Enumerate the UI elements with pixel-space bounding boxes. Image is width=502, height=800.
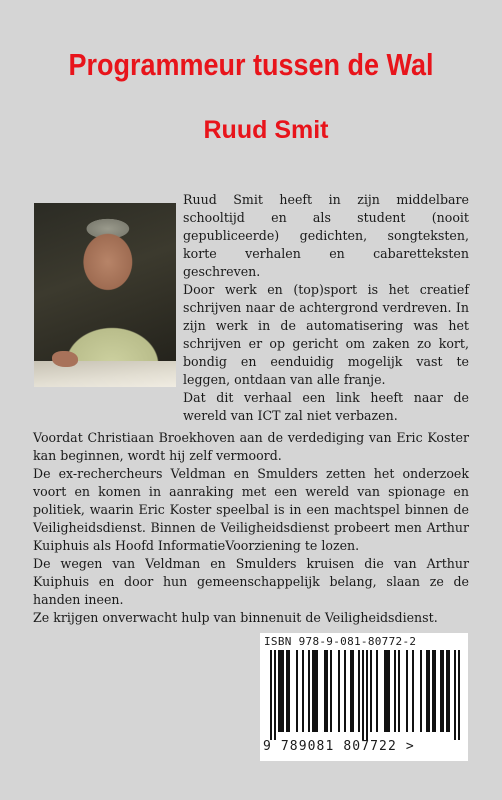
barcode-bar [286, 650, 288, 732]
barcode-bar [442, 650, 444, 732]
blurb-paragraph: Ze krijgen onverwacht hulp van binnenuit de Veiligheidsdienst. [33, 610, 438, 625]
barcode-digits: 9 789081 807722 > [263, 739, 415, 754]
author-photo [34, 203, 176, 387]
barcode-bar [330, 650, 332, 732]
barcode-bar [312, 650, 314, 732]
barcode-bar [370, 650, 372, 732]
book-title: Programmeur tussen de Wal [68, 48, 434, 82]
barcode-bar [386, 650, 388, 732]
barcode-bar [296, 650, 298, 732]
barcode-bar [278, 650, 280, 732]
barcode-bar [314, 650, 316, 732]
barcode-bar [338, 650, 340, 732]
blurb-paragraph: De wegen van Veldman en Smulders kruisen die van Arthur Kuiphuis en door hun gemeenschappelijk belang, slaan ze de handen ineen. [33, 556, 469, 607]
barcode-bar [388, 650, 390, 732]
barcode-bar [426, 650, 428, 732]
barcode-bar [412, 650, 414, 732]
barcode-bar [358, 650, 360, 732]
blurb-paragraph: Voordat Christiaan Broekhoven aan de verdediging van Eric Koster kan beginnen, wordt hij zelf vermoord. [33, 430, 469, 463]
barcode-bar [280, 650, 282, 732]
barcode-bar [428, 650, 430, 732]
barcode-bar [302, 650, 304, 732]
barcode-bar [282, 650, 284, 732]
barcode-bar [446, 650, 448, 732]
isbn-label: ISBN 978-9-081-80772-2 [264, 635, 417, 648]
barcode-bars [266, 650, 462, 740]
barcode-bar [274, 650, 276, 740]
barcode-bar [362, 650, 364, 740]
barcode-bar [344, 650, 346, 732]
barcode-bar [454, 650, 456, 740]
barcode-bar [406, 650, 408, 732]
barcode-bar [324, 650, 326, 732]
barcode-bar [288, 650, 290, 732]
barcode-bar [432, 650, 434, 732]
bio-paragraph: Ruud Smit heeft in zijn middelbare schooltijd en als student (nooit gepubliceerde) gedichten, songteksten, korte verhalen en cabaretteksten geschreven. [183, 192, 469, 279]
barcode-bar [434, 650, 436, 732]
barcode-bar [326, 650, 328, 732]
barcode-bar [366, 650, 368, 740]
barcode-bar [398, 650, 400, 732]
barcode-bar [350, 650, 352, 732]
book-blurb [33, 429, 469, 627]
barcode-bar [308, 650, 310, 732]
bio-paragraph: Dat dit verhaal een link heeft naar de wereld van ICT zal niet verbazen. [183, 390, 469, 423]
barcode-bar [420, 650, 422, 732]
barcode-bar [440, 650, 442, 732]
barcode-bar [270, 650, 272, 740]
barcode-bar [376, 650, 378, 732]
author-name: Ruud Smit [203, 116, 329, 144]
barcode-bar [458, 650, 460, 740]
author-bio [183, 191, 469, 425]
bio-paragraph: Door werk en (top)sport is het creatief schrijven naar de achtergrond verdreven. In zijn werk in de automatisering was het schrijven er op gericht om zaken zo kort, bondig en eenduidig mogelijk vast te leggen, ontdaan van alle franje. [183, 282, 469, 387]
barcode-bar [394, 650, 396, 732]
photo-hand [52, 351, 78, 367]
barcode-bar [448, 650, 450, 732]
barcode-bar [384, 650, 386, 732]
blurb-paragraph: De ex-rechercheurs Veldman en Smulders zetten het onderzoek voort en komen in aanraking met een wereld van spionage en politiek, waarin Eric Koster speelbal is in een machtspel binnen de Veiligheidsdienst. Binnen de Veiligheidsdienst probeert men Arthur Kuiphuis als Hoofd InformatieVoorziening te lozen. [33, 466, 469, 553]
barcode-bar [352, 650, 354, 732]
barcode-bar [316, 650, 318, 732]
isbn-barcode-box [260, 633, 468, 761]
